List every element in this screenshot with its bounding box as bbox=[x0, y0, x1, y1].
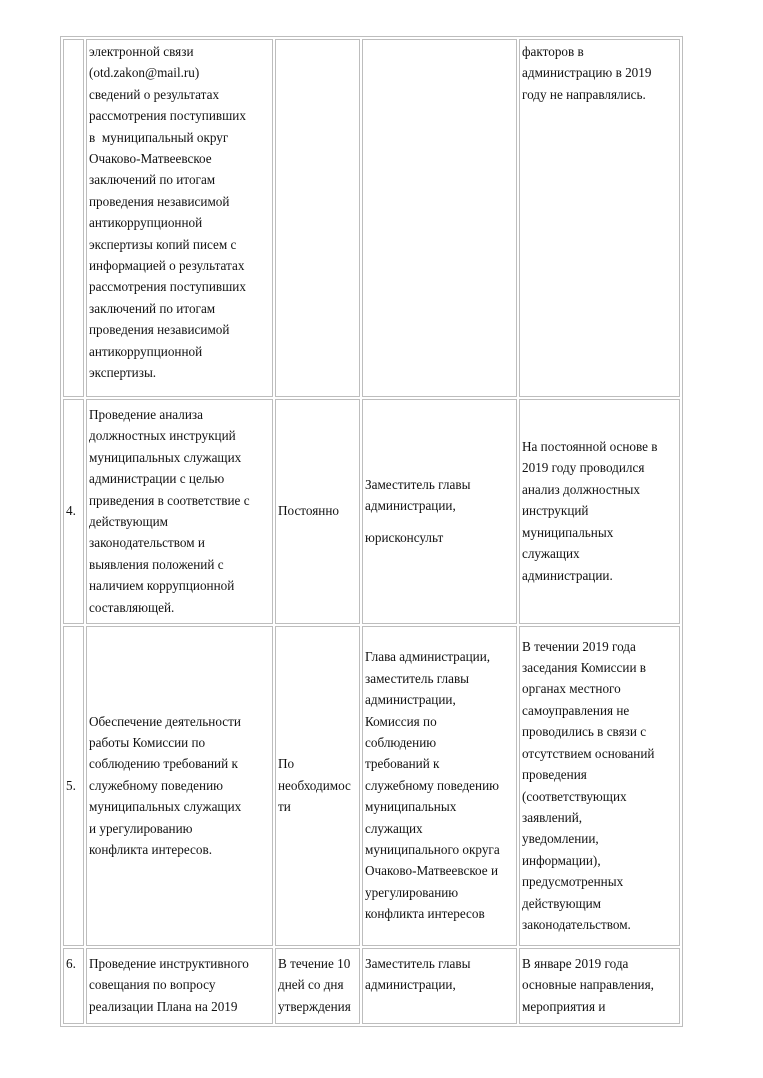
responsible-cell: Заместитель главы администрации, юрисконсульт bbox=[362, 399, 517, 624]
responsible-cell: Глава администрации, заместитель главы администрации, Комиссия по соблюдению требований к служебному поведению муниципальных служащих муниципального округа Очаково-Матвеевское и урегулированию конфликта интересов bbox=[362, 626, 517, 946]
activity-cell: Обеспечение деятельности работы Комиссии по соблюдению требований к служебному поведению муниципальных служащих и урегулированию конфликта интересов. bbox=[86, 626, 273, 946]
result-cell: В январе 2019 года основные направления, мероприятия и bbox=[519, 948, 680, 1024]
table-row bbox=[63, 626, 680, 946]
table-row bbox=[63, 39, 680, 397]
responsible-cell: Заместитель главы администрации, bbox=[362, 948, 517, 1024]
result-cell: На постоянной основе в 2019 году проводился анализ должностных инструкций муниципальных служащих администрации. bbox=[519, 399, 680, 624]
activity-cell: электронной связи (otd.zakon@mail.ru) сведений о результатах рассмотрения поступивших в муниципальный округ Очаково-Матвеевское заключений по итогам проведения независимой антикоррупционной экспертизы копий писем с информацией о результатах рассмотрения поступивших заключений по итогам проведения независимой антикоррупционной экспертизы. bbox=[86, 39, 273, 397]
row-number-cell: 4. bbox=[63, 399, 84, 624]
table-row bbox=[63, 399, 680, 624]
term-cell: В течение 10 дней со дня утверждения bbox=[275, 948, 360, 1024]
table-row bbox=[63, 948, 680, 1024]
row-number-cell bbox=[63, 39, 84, 397]
responsible-cell bbox=[362, 39, 517, 397]
activity-cell: Проведение инструктивного совещания по вопросу реализации Плана на 2019 bbox=[86, 948, 273, 1024]
term-cell: Постоянно bbox=[275, 399, 360, 624]
result-cell: В течении 2019 года заседания Комиссии в органах местного самоуправления не проводились в связи с отсутствием оснований проведения (соответствующих заявлений, уведомлении, информации), предусмотренных действующим законодательством. bbox=[519, 626, 680, 946]
plan-report-table bbox=[60, 36, 683, 1027]
row-number-cell: 5. bbox=[63, 626, 84, 946]
row-number-cell: 6. bbox=[63, 948, 84, 1024]
result-cell: факторов в администрацию в 2019 году не направлялись. bbox=[519, 39, 680, 397]
term-cell bbox=[275, 39, 360, 397]
activity-cell: Проведение анализа должностных инструкций муниципальных служащих администрации с целью приведения в соответствие с действующим законодательством и выявления положений с наличием коррупционной составляющей. bbox=[86, 399, 273, 624]
term-cell: По необходимос ти bbox=[275, 626, 360, 946]
